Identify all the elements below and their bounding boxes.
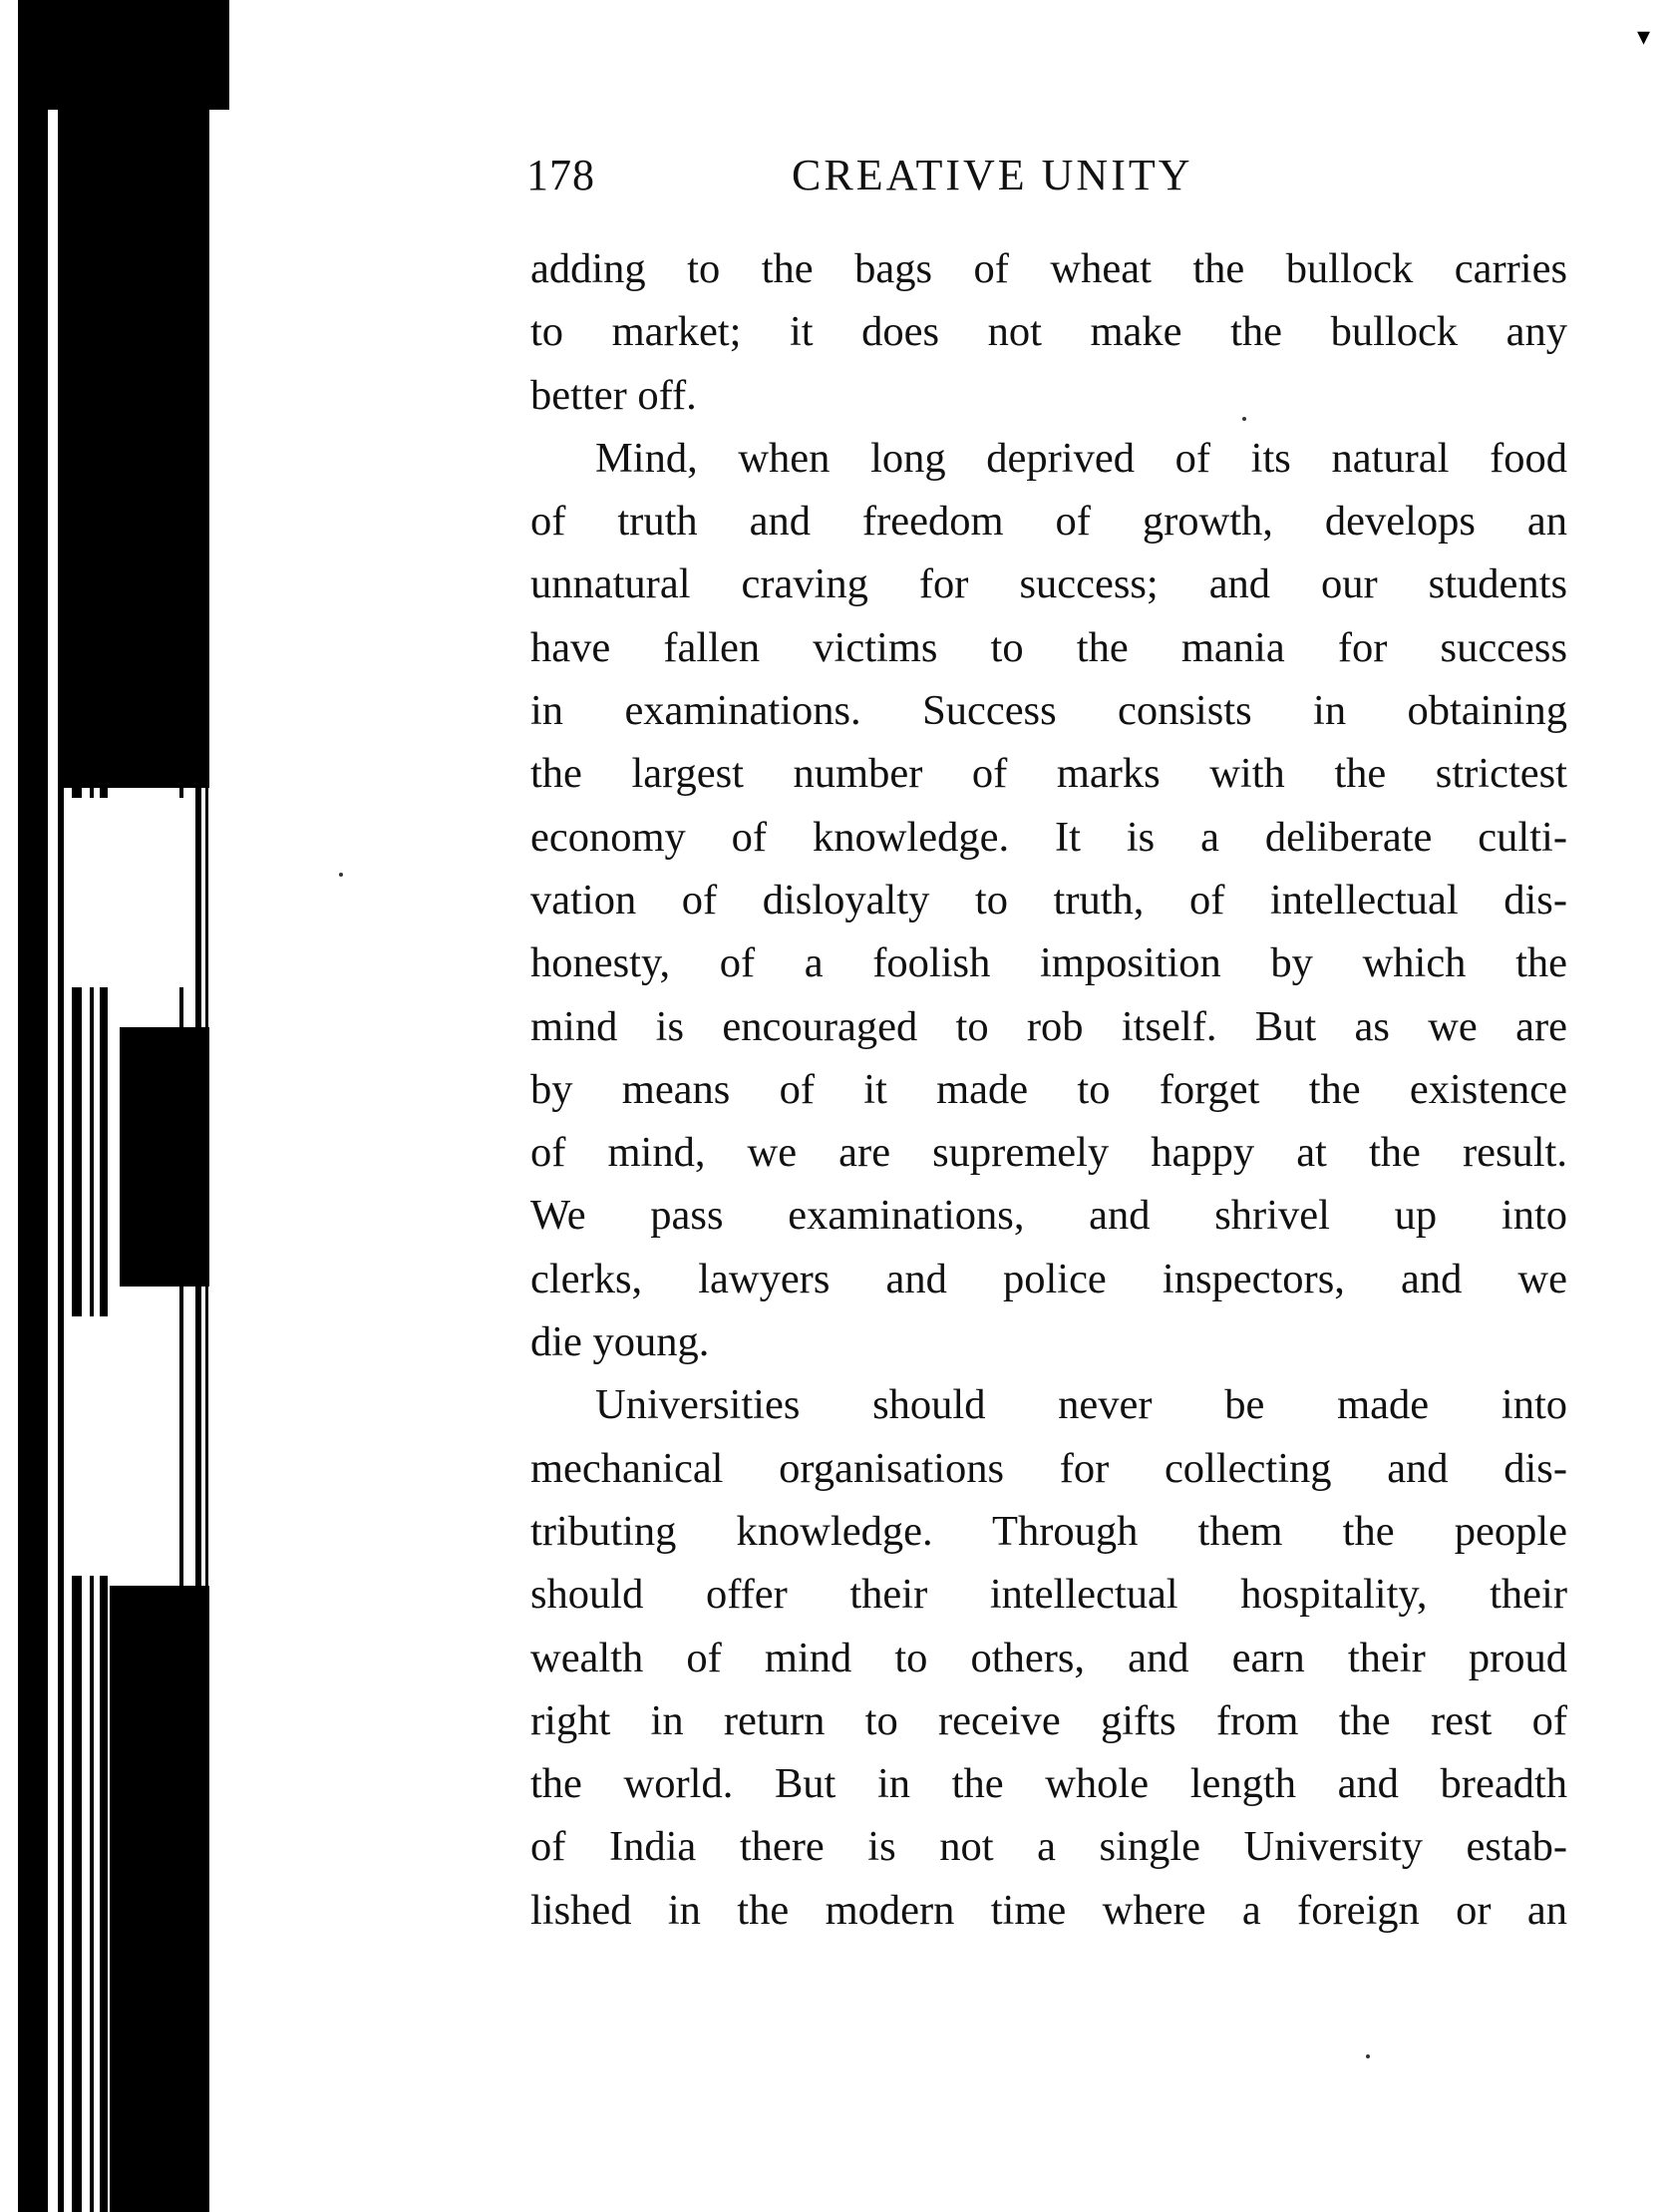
text-line: by means of it made to forget the existence	[530, 1065, 1567, 1113]
scan-speck	[1242, 417, 1246, 421]
text-line: should offer their intellectual hospitality, their	[530, 1571, 1567, 1619]
text-line: of truth and freedom of growth, develops an	[530, 498, 1567, 546]
text-line: unnatural craving for success; and our students	[530, 560, 1567, 608]
text-line: have fallen victims to the mania for success	[530, 623, 1567, 671]
text-line: in examinations. Success consists in obtaining	[530, 687, 1567, 735]
text-line: of mind, we are supremely happy at the result.	[530, 1129, 1567, 1177]
text-line: We pass examinations, and shrivel up into	[530, 1192, 1567, 1240]
text-line: economy of knowledge. It is a deliberate culti-	[530, 813, 1567, 861]
scan-speck	[339, 873, 343, 877]
binding-gutter	[0, 0, 239, 2212]
text-line: right in return to receive gifts from the rest of	[530, 1696, 1567, 1744]
scan-speck	[1366, 2054, 1370, 2058]
text-line: adding to the bags of wheat the bullock carries	[530, 245, 1567, 292]
running-head	[526, 150, 1324, 209]
paragraph-start-line: Mind, when long deprived of its natural food	[595, 434, 1567, 482]
text-line: clerks, lawyers and police inspectors, and we	[530, 1255, 1567, 1302]
text-line: the world. But in the whole length and breadth	[530, 1760, 1567, 1808]
text-line: vation of disloyalty to truth, of intellectual dis-	[530, 876, 1567, 923]
text-line: of India there is not a single University estab-	[530, 1823, 1567, 1871]
text-line: tributing knowledge. Through them the people	[530, 1507, 1567, 1555]
paragraph-start-line: Universities should never be made into	[595, 1381, 1567, 1429]
text-line: mind is encouraged to rob itself. But as we are	[530, 1002, 1567, 1050]
text-line: the largest number of marks with the strictest	[530, 750, 1567, 798]
corner-mark: ▾	[1636, 22, 1650, 51]
text-line: wealth of mind to others, and earn their proud	[530, 1634, 1567, 1681]
page-number: 178	[526, 151, 595, 199]
text-line: to market; it does not make the bullock any	[530, 308, 1567, 356]
running-title: CREATIVE UNITY	[792, 151, 1193, 199]
text-line: honesty, of a foolish imposition by which the	[530, 939, 1567, 987]
text-line: die young.	[530, 1318, 710, 1366]
text-line: better off.	[530, 371, 697, 419]
text-line: mechanical organisations for collecting and dis-	[530, 1444, 1567, 1492]
text-line: lished in the modern time where a foreign or an	[530, 1886, 1567, 1934]
body-text	[530, 237, 1567, 1942]
